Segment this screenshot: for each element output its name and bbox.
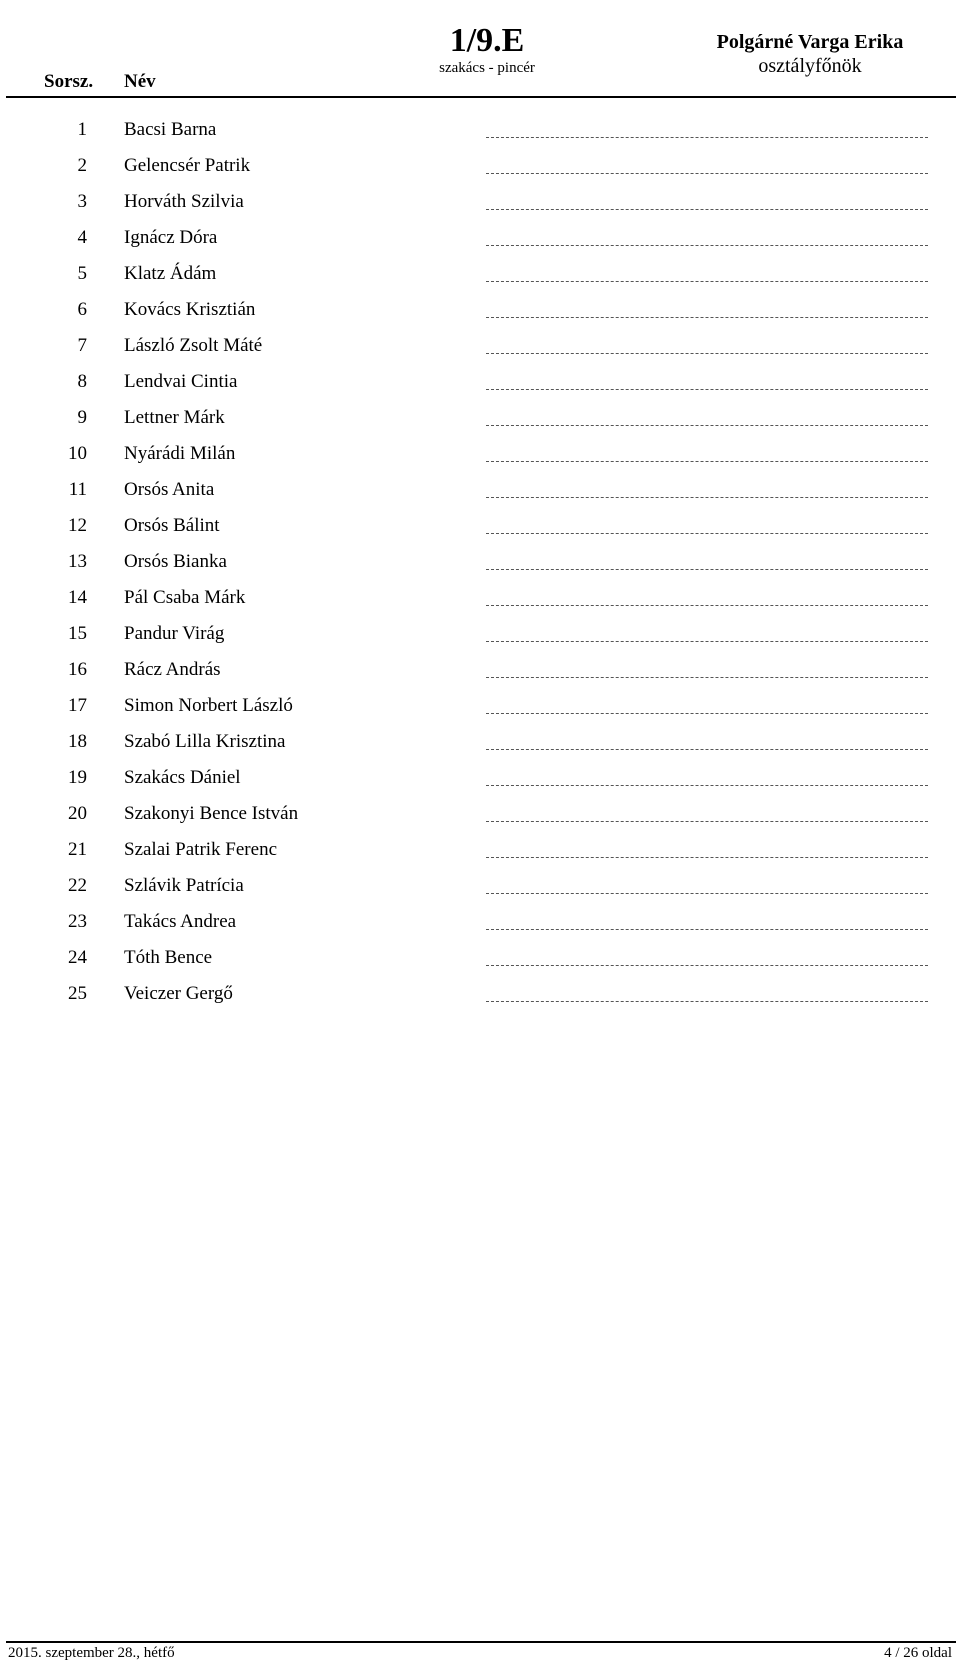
- student-name: Szalai Patrik Ferenc: [124, 839, 278, 860]
- student-list: [0, 113, 960, 1013]
- student-row: [0, 797, 960, 833]
- signature-line: [486, 749, 928, 750]
- student-row: [0, 941, 960, 977]
- student-row: [0, 113, 960, 149]
- student-number: 22: [68, 875, 87, 896]
- student-row: [0, 473, 960, 509]
- student-name: Orsós Anita: [124, 479, 215, 500]
- signature-line: [486, 929, 928, 930]
- footer-date: 2015. szeptember 28., hétfő: [8, 1645, 175, 1661]
- student-number: 9: [77, 407, 87, 428]
- signature-line: [486, 713, 928, 714]
- name-column-header: Név: [124, 71, 156, 92]
- teacher-name: Polgárné Varga Erika: [716, 31, 904, 53]
- student-name: Szabó Lilla Krisztina: [124, 731, 286, 752]
- signature-line: [486, 857, 928, 858]
- student-number: 25: [68, 983, 87, 1004]
- student-number: 18: [68, 731, 87, 752]
- student-number: 20: [68, 803, 87, 824]
- student-number: 8: [77, 371, 87, 392]
- page-header: [0, 0, 960, 100]
- student-number: 14: [68, 587, 87, 608]
- signature-line: [486, 461, 928, 462]
- student-row: [0, 581, 960, 617]
- student-row: [0, 725, 960, 761]
- student-name: Pandur Virág: [124, 623, 225, 644]
- student-name: Szakonyi Bence István: [124, 803, 299, 824]
- signature-line: [486, 389, 928, 390]
- teacher-info: [700, 30, 920, 78]
- student-row: [0, 689, 960, 725]
- student-name: Lendvai Cintia: [124, 371, 238, 392]
- signature-line: [486, 425, 928, 426]
- student-row: [0, 761, 960, 797]
- student-name: Takács Andrea: [124, 911, 237, 932]
- student-number: 10: [68, 443, 87, 464]
- student-number: 17: [68, 695, 87, 716]
- student-row: [0, 545, 960, 581]
- number-column-header: Sorsz.: [44, 71, 94, 92]
- signature-line: [486, 677, 928, 678]
- student-number: 19: [68, 767, 87, 788]
- student-name: Gelencsér Patrik: [124, 155, 251, 176]
- student-name: Veiczer Gergő: [124, 983, 233, 1004]
- signature-line: [486, 785, 928, 786]
- signature-line: [486, 641, 928, 642]
- student-name: Orsós Bálint: [124, 515, 220, 536]
- student-number: 23: [68, 911, 87, 932]
- signature-line: [486, 533, 928, 534]
- student-row: [0, 653, 960, 689]
- signature-line: [486, 173, 928, 174]
- student-name: Rácz András: [124, 659, 221, 680]
- student-number: 7: [77, 335, 87, 356]
- signature-line: [486, 569, 928, 570]
- student-number: 1: [77, 119, 87, 140]
- student-row: [0, 905, 960, 941]
- student-number: 3: [77, 191, 87, 212]
- signature-line: [486, 821, 928, 822]
- student-name: Tóth Bence: [124, 947, 213, 968]
- signature-line: [486, 281, 928, 282]
- student-number: 24: [68, 947, 87, 968]
- student-row: [0, 149, 960, 185]
- student-name: Lettner Márk: [124, 407, 225, 428]
- student-row: [0, 221, 960, 257]
- page-number: 4 / 26 oldal: [884, 1645, 952, 1661]
- student-name: Simon Norbert László: [124, 695, 293, 716]
- student-row: [0, 329, 960, 365]
- student-row: [0, 365, 960, 401]
- student-number: 11: [68, 479, 87, 500]
- student-name: Szlávik Patrícia: [124, 875, 244, 896]
- student-name: Kovács Krisztián: [124, 299, 256, 320]
- student-row: [0, 257, 960, 293]
- student-row: [0, 437, 960, 473]
- teacher-role: osztályfőnök: [758, 55, 862, 77]
- student-name: Ignácz Dóra: [124, 227, 218, 248]
- student-row: [0, 833, 960, 869]
- student-number: 21: [68, 839, 87, 860]
- signature-line: [486, 965, 928, 966]
- footer-divider: [6, 1641, 956, 1643]
- class-specialty: szakács - pincér: [439, 60, 535, 76]
- student-name: Klatz Ádám: [124, 263, 217, 284]
- student-name: László Zsolt Máté: [124, 335, 263, 356]
- student-number: 12: [68, 515, 87, 536]
- student-number: 2: [77, 155, 87, 176]
- signature-line: [486, 209, 928, 210]
- signature-line: [486, 893, 928, 894]
- student-row: [0, 401, 960, 437]
- student-row: [0, 617, 960, 653]
- signature-line: [486, 353, 928, 354]
- student-row: [0, 509, 960, 545]
- signature-line: [486, 1001, 928, 1002]
- student-name: Pál Csaba Márk: [124, 587, 246, 608]
- class-info: [412, 22, 562, 76]
- signature-line: [486, 605, 928, 606]
- signature-line: [486, 317, 928, 318]
- signature-line: [486, 497, 928, 498]
- student-number: 15: [68, 623, 87, 644]
- student-number: 16: [68, 659, 87, 680]
- student-number: 4: [77, 227, 87, 248]
- student-name: Bacsi Barna: [124, 119, 217, 140]
- student-row: [0, 869, 960, 905]
- signature-line: [486, 137, 928, 138]
- student-number: 5: [77, 263, 87, 284]
- student-name: Orsós Bianka: [124, 551, 227, 572]
- class-name: 1/9.E: [449, 22, 525, 59]
- student-name: Szakács Dániel: [124, 767, 241, 788]
- student-row: [0, 293, 960, 329]
- student-name: Nyárádi Milán: [124, 443, 236, 464]
- student-row: [0, 185, 960, 221]
- student-number: 13: [68, 551, 87, 572]
- signature-line: [486, 245, 928, 246]
- header-divider: [6, 96, 956, 98]
- student-row: [0, 977, 960, 1013]
- student-number: 6: [77, 299, 87, 320]
- student-name: Horváth Szilvia: [124, 191, 244, 212]
